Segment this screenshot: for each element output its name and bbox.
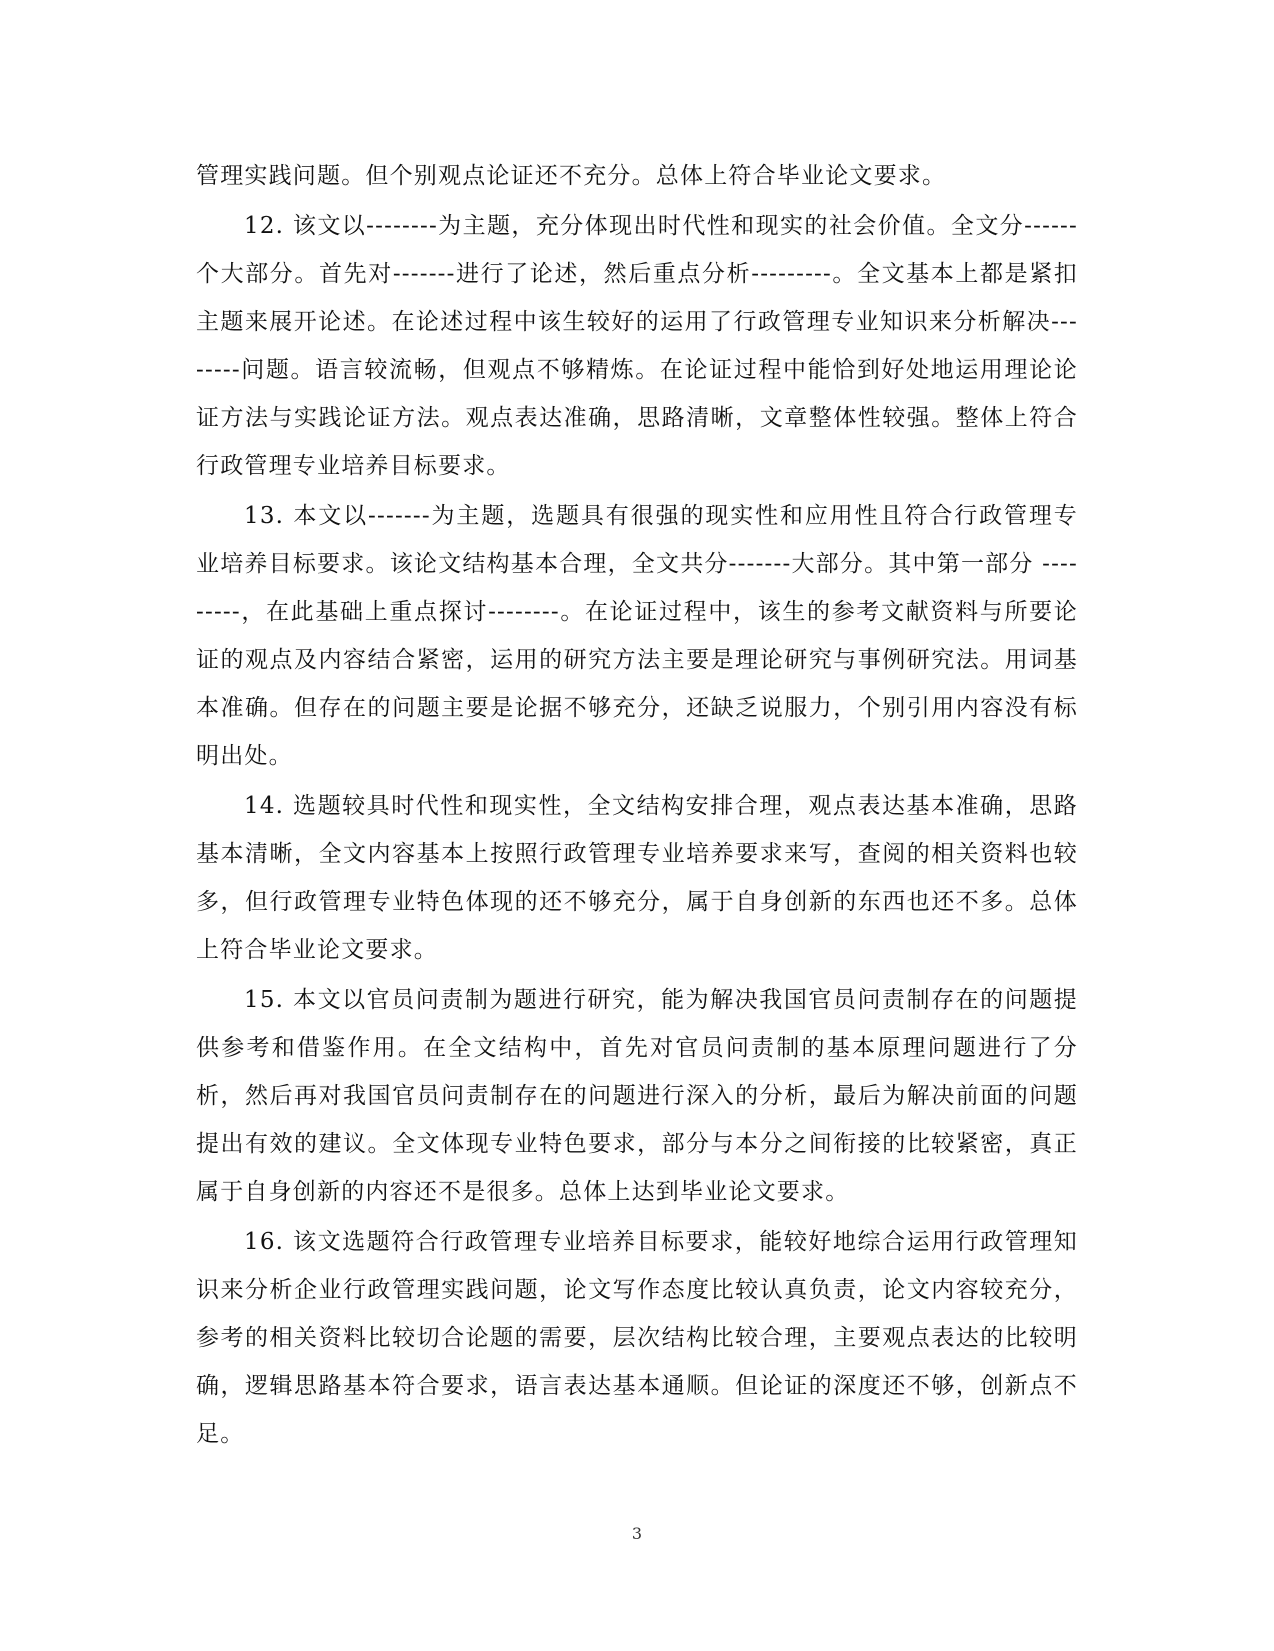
page-body	[196, 152, 1078, 1460]
paragraph-item-14: 14. 选题较具时代性和现实性，全文结构安排合理，观点表达基本准确，思路基本清晰，全文内容基本上按照行政管理专业培养要求来写，查阅的相关资料也较多，但行政管理专业特色体现的还不够充分，属于自身创新的东西也还不多。总体上符合毕业论文要求。	[196, 793, 1078, 963]
paragraph-continuation: 管理实践问题。但个别观点论证还不充分。总体上符合毕业论文要求。	[196, 163, 947, 189]
page-number: 3	[631, 1524, 643, 1543]
paragraph-item-13: 13. 本文以-------为主题，选题具有很强的现实性和应用性且符合行政管理专业培养目标要求。该论文结构基本合理，全文共分-------大部分。其中第一部分 ---------，在此基础上重点探讨--------。在论证过程中，该生的参考文献资料与所要论证的观点及内容结合紧密，运用的研究方法主要是理论研究与事例研究法。用词基本准确。但存在的问题主要是论据不够充分，还缺乏说服力，个别引用内容没有标明出处。	[196, 503, 1078, 769]
paragraph-item-16: 16. 该文选题符合行政管理专业培养目标要求，能较好地综合运用行政管理知识来分析企业行政管理实践问题，论文写作态度比较认真负责，论文内容较充分，参考的相关资料比较切合论题的需要，层次结构比较合理，主要观点表达的比较明确，逻辑思路基本符合要求，语言表达基本通顺。但论证的深度还不够，创新点不足。	[196, 1229, 1078, 1447]
paragraph-item-12: 12. 该文以--------为主题，充分体现出时代性和现实的社会价值。全文分------个大部分。首先对-------进行了论述，然后重点分析---------。全文基本上都是紧扣主题来展开论述。在论述过程中该生较好的运用了行政管理专业知识来分析解决--------问题。语言较流畅，但观点不够精炼。在论证过程中能恰到好处地运用理论论证方法与实践论证方法。观点表达准确，思路清晰，文章整体性较强。整体上符合行政管理专业培养目标要求。	[196, 213, 1078, 479]
paragraph-item-15: 15. 本文以官员问责制为题进行研究，能为解决我国官员问责制存在的问题提供参考和借鉴作用。在全文结构中，首先对官员问责制的基本原理问题进行了分析，然后再对我国官员问责制存在的问题进行深入的分析，最后为解决前面的问题提出有效的建议。全文体现专业特色要求，部分与本分之间衔接的比较紧密，真正属于自身创新的内容还不是很多。总体上达到毕业论文要求。	[196, 987, 1078, 1205]
